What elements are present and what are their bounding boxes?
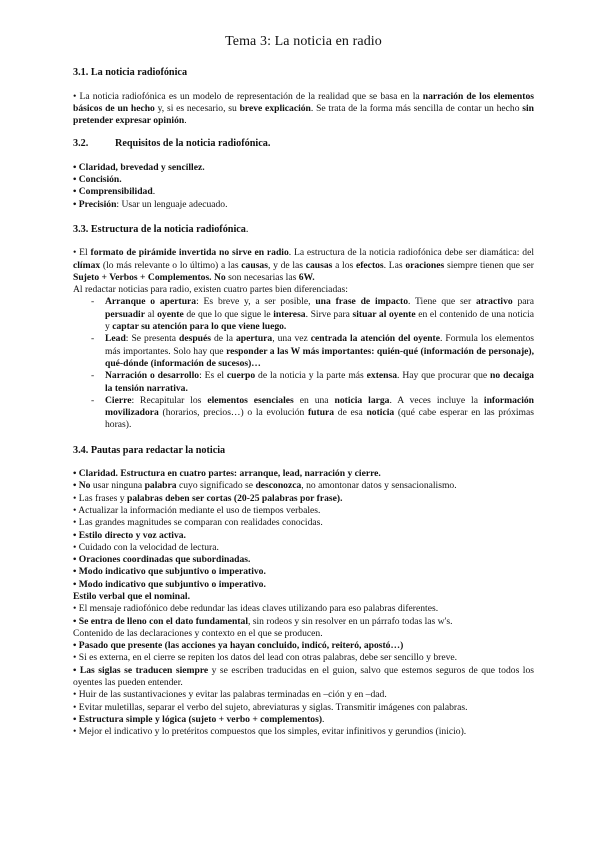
paragraph-3-1: • La noticia radiofónica es un modelo de representación de la realidad que se basa en la narración de los elementos básicos de un hecho y, si es necesario, su breve explicación. Se trata de la forma más sencilla de contar un hecho sin pretender expresar opinión. [73, 90, 535, 127]
list-item: • Claridad, brevedad y sencillez. [73, 161, 205, 173]
list-item: - Cierre: Recapitular los elementos esenciales en una noticia larga. A veces incluye la información movilizadora (horarios, precios…) o la evolución futura de esa noticia (qué cabe esperar en las próximas horas). [91, 394, 535, 431]
page-title: Tema 3: La noticia en radio [225, 34, 382, 49]
list-item: • Si es externa, en el cierre se repiten los datos del lead con otras palabras, debe ser sencillo y breve. [73, 652, 458, 664]
list-item: • Cuidado con la velocidad de lectura. [73, 541, 219, 553]
list-item: Estilo verbal que el nominal. [73, 590, 190, 602]
structure-list [73, 296, 534, 431]
list-item: - Arranque o apertura: Es breve y, a ser posible, una frase de impacto. Tiene que ser atractivo para persuadir al oyente de que lo que sigue le interesa. Sirve para situar al oyente en el contenido de una noticia y captar su atención para lo que viene luego. [91, 296, 534, 333]
list-item: • Evitar muletillas, separar el verbo del sujeto, abreviaturas y siglas. Transmitir imágenes con palabras. [73, 701, 468, 713]
list-item: • Concisión. [73, 174, 122, 186]
list-item: • Se entra de lleno con el dato fundamental, sin rodeos y sin resolver en un párrafo todas las w's. [73, 615, 453, 627]
list-item: - Narración o desarrollo: Es el cuerpo de la noticia y la parte más extensa. Hay que procurar que no decaiga la tensión narrativa. [91, 370, 534, 394]
guidelines-list [73, 468, 534, 739]
list-item: • Modo indicativo que subjuntivo o imperativo. [73, 566, 266, 578]
list-item: • Pasado que presente (las acciones ya hayan concluido, indicó, reiteró, apostó…) [73, 640, 404, 652]
list-item: • Las frases y palabras deben ser cortas (20-25 palabras por frase). [73, 492, 343, 504]
section-heading-3-4: 3.4. Pautas para redactar la noticia [73, 444, 226, 456]
list-item: • Oraciones coordinadas que subordinadas. [73, 554, 251, 566]
list-item: Contenido de las declaraciones y contexto en el que se producen. [73, 627, 323, 639]
paragraph-3-3: • El formato de pirámide invertida no sirve en radio. La estructura de la noticia radiofónica debe ser diamática: del clímax (lo más relevante o lo último) a las causas, y de las causas a los efectos. Las oraciones siempre tienen que ser Sujeto + Verbos + Complementos. No son necesarias las 6W. [73, 247, 534, 283]
list-item: • No usar ninguna palabra cuyo significado se desconozca, no amontonar datos y sensacionalismo. [73, 480, 457, 492]
list-item: • Comprensibilidad. [73, 186, 156, 198]
paragraph-3-3-intro: Al redactar noticias para radio, existen cuatro partes bien diferenciadas: [73, 284, 348, 296]
list-item: • Modo indicativo que subjuntivo o imperativo. [73, 578, 266, 590]
list-item: • Precisión: Usar un lenguaje adecuado. [73, 198, 228, 210]
list-item: • El mensaje radiofónico debe redundar las ideas claves utilizando para eso palabras diferentes. [73, 603, 439, 615]
list-item: • Estilo directo y voz activa. [73, 529, 186, 541]
list-item: • Las siglas se traducen siempre y se escriben traducidas en el guion, salvo que estemos seguros de que todos los oyentes las pueden entender. [73, 664, 534, 689]
list-item: • Claridad. Estructura en cuatro partes: arranque, lead, narración y cierre. [73, 468, 381, 480]
list-item: • Las grandes magnitudes se comparan con realidades conocidas. [73, 517, 323, 529]
section-heading-3-1: 3.1. La noticia radiofónica [73, 67, 188, 79]
list-item: • Actualizar la información mediante el uso de tiempos verbales. [73, 504, 321, 516]
list-item: • Huir de las sustantivaciones y evitar las palabras terminadas en –ción y en –dad. [73, 689, 387, 701]
list-item: - Lead: Se presenta después de la apertura, una vez centrada la atención del oyente. Formula los elementos más importantes. Solo hay que responder a las W más importantes: quién-qué (información de personaje), qué-dónde (información de sucesos)… [91, 333, 535, 369]
section-heading-3-3: 3.3. Estructura de la noticia radiofónica. [73, 223, 249, 235]
requirements-list [73, 162, 534, 211]
list-item: • Estructura simple y lógica (sujeto + verbo + complementos). [73, 713, 325, 725]
list-item: • Mejor el indicativo y lo pretéritos compuestos que los simples, evitar infinitivos y gerundios (inicio). [73, 726, 467, 738]
section-heading-3-2: 3.2. Requisitos de la noticia radiofónica. [73, 138, 271, 150]
